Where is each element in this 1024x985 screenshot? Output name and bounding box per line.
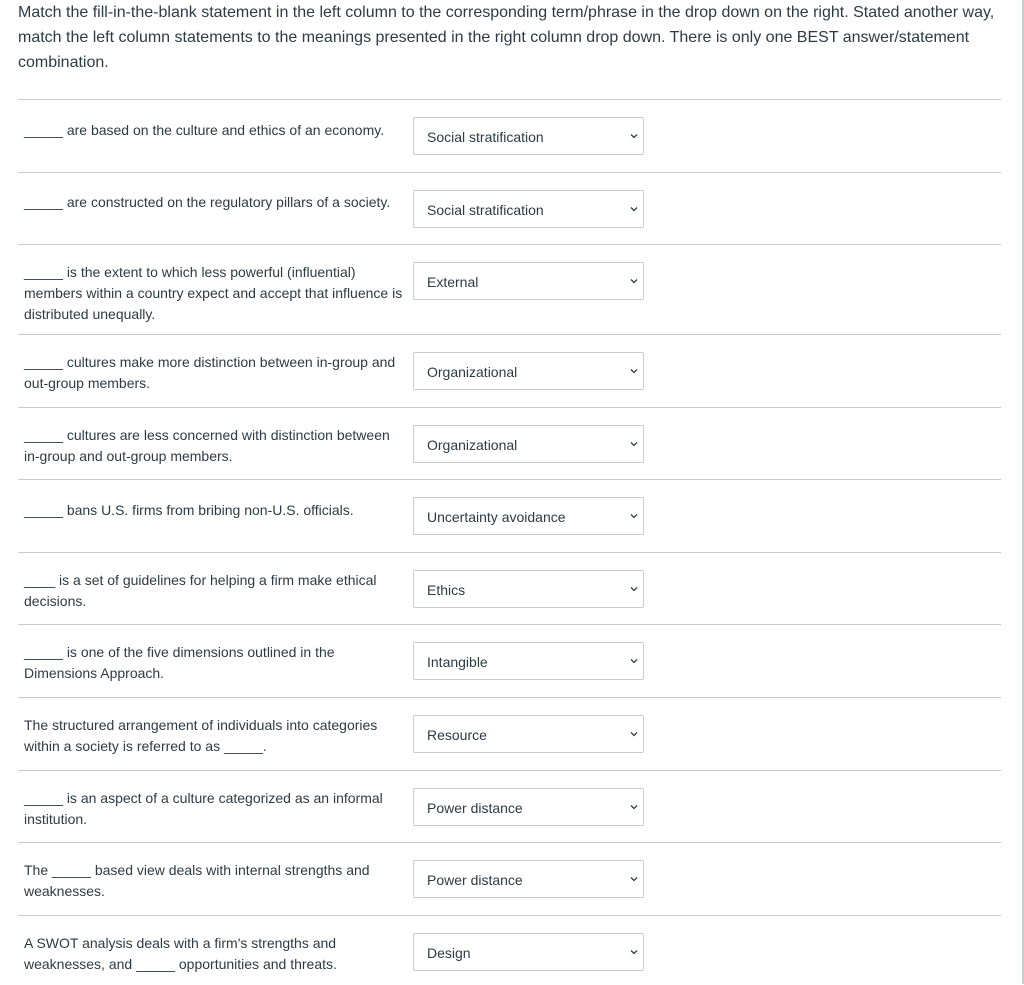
chevron-down-icon: [629, 874, 639, 884]
match-statement: _____ bans U.S. firms from bribing non-U.S. officials.: [24, 502, 354, 518]
answer-dropdown[interactable]: [413, 860, 644, 898]
chevron-down-icon: [629, 439, 639, 449]
dropdown-selected-value: External: [427, 274, 479, 290]
answer-dropdown[interactable]: [413, 425, 644, 463]
answer-dropdown[interactable]: [413, 497, 644, 535]
match-row: [18, 552, 1001, 624]
match-statement: The _____ based view deals with internal strengths and weaknesses.: [24, 862, 370, 899]
answer-dropdown[interactable]: [413, 352, 644, 390]
match-row: [18, 915, 1001, 985]
chevron-down-icon: [629, 276, 639, 286]
match-statement: _____ cultures make more distinction between in-group and out-group members.: [24, 354, 396, 391]
dropdown-selected-value: Intangible: [427, 654, 488, 670]
dropdown-selected-value: Social stratification: [427, 129, 544, 145]
chevron-down-icon: [629, 656, 639, 666]
dropdown-selected-value: Social stratification: [427, 202, 544, 218]
match-statement: _____ is an aspect of a culture categorized as an informal institution.: [24, 790, 383, 827]
matching-question-list: [18, 99, 1001, 985]
chevron-down-icon: [629, 511, 639, 521]
match-row: [18, 479, 1001, 552]
dropdown-selected-value: Power distance: [427, 800, 523, 816]
match-row: [18, 624, 1001, 697]
match-statement: ____ is a set of guidelines for helping a firm make ethical decisions.: [24, 572, 377, 609]
dropdown-selected-value: Resource: [427, 727, 487, 743]
dropdown-selected-value: Ethics: [427, 582, 466, 598]
dropdown-selected-value: Uncertainty avoidance: [427, 509, 566, 525]
match-statement: The structured arrangement of individuals into categories within a society is referred to as _____.: [24, 717, 378, 754]
match-statement: _____ is one of the five dimensions outlined in the Dimensions Approach.: [24, 644, 335, 681]
dropdown-selected-value: Organizational: [427, 364, 518, 380]
chevron-down-icon: [629, 366, 639, 376]
match-row: [18, 172, 1001, 244]
answer-dropdown[interactable]: [413, 117, 644, 155]
answer-dropdown[interactable]: [413, 262, 644, 300]
match-row: [18, 842, 1001, 915]
chevron-down-icon: [629, 131, 639, 141]
chevron-down-icon: [629, 204, 639, 214]
match-statement: A SWOT analysis deals with a firm's strengths and weaknesses, and _____ opportunities and threats.: [24, 935, 337, 972]
dropdown-selected-value: Design: [427, 945, 471, 961]
dropdown-selected-value: Organizational: [427, 437, 518, 453]
match-row: [18, 244, 1001, 334]
match-statement: _____ are based on the culture and ethics of an economy.: [24, 122, 385, 138]
answer-dropdown[interactable]: [413, 715, 644, 753]
answer-dropdown[interactable]: [413, 642, 644, 680]
answer-dropdown[interactable]: [413, 788, 644, 826]
match-row: [18, 99, 1001, 172]
chevron-down-icon: [629, 729, 639, 739]
answer-dropdown[interactable]: [413, 933, 644, 971]
match-statement: _____ are constructed on the regulatory pillars of a society.: [24, 194, 391, 210]
chevron-down-icon: [629, 584, 639, 594]
match-statement: _____ cultures are less concerned with distinction between in-group and out-group members.: [24, 427, 390, 464]
answer-dropdown[interactable]: [413, 570, 644, 608]
chevron-down-icon: [629, 947, 639, 957]
dropdown-selected-value: Power distance: [427, 872, 523, 888]
chevron-down-icon: [629, 802, 639, 812]
answer-dropdown[interactable]: [413, 190, 644, 228]
match-row: [18, 334, 1001, 407]
match-row: [18, 407, 1001, 479]
match-statement: _____ is the extent to which less powerful (influential) members within a country expect and accept that influence is distributed unequally.: [24, 264, 403, 322]
instructions-text: Match the fill-in-the-blank statement in the left column to the corresponding term/phrase in the drop down on the right. Stated another way, match the left column statements to the meanings presented in the right column drop down. There is only one BEST answer/statement combination.: [18, 4, 995, 71]
match-row: [18, 697, 1001, 770]
match-row: [18, 770, 1001, 842]
